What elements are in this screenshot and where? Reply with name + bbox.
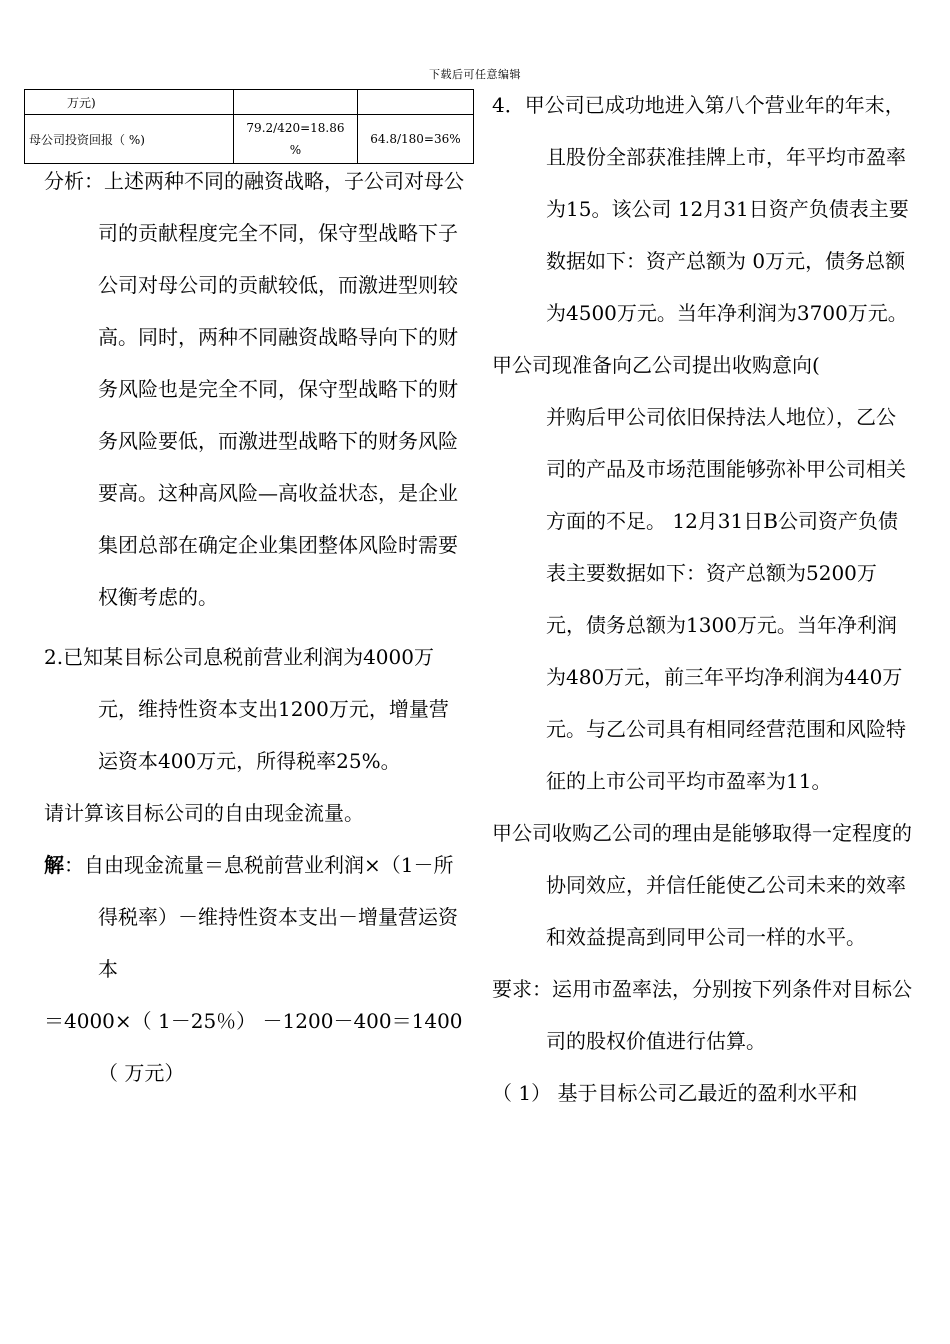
question-2-ask: 请计算该目标公司的自由现金流量。: [44, 801, 364, 825]
solution-calculation: ＝4000×（ 1－25％） －1200－400＝1400（ 万元）: [44, 1009, 463, 1085]
solution-formula: ：自由现金流量＝息税前营业利润×（1－所得税率）－维持性资本支出－增量营运资本: [64, 853, 458, 981]
table-cell-label: 万元): [25, 90, 234, 115]
question-2: 2.已知某目标公司息税前营业利润为4000万元，维持性资本支出1200万元，增量营运资本400万元，所得税率25%。: [44, 645, 449, 773]
investment-return-table: [24, 89, 474, 164]
table-cell: 64.8/180=36%: [357, 115, 473, 164]
requirement-paragraph: 要求：运用市盈率法，分别按下列条件对目标公司的股权价值进行估算。: [492, 977, 912, 1053]
page-header-note: 下载后可任意编辑: [429, 68, 521, 81]
table-row: [25, 90, 474, 115]
table-cell-label: 母公司投资回报（ %): [25, 115, 234, 164]
right-column: [492, 79, 912, 1119]
acquisition-reason-paragraph: 甲公司收购乙公司的理由是能够取得一定程度的协同效应，并信任能使乙公司未来的效率和效益提高到同甲公司一样的水平。: [492, 821, 912, 949]
solution-label: 解: [44, 853, 64, 877]
question-4: 4．甲公司已成功地进入第八个营业年的年末，且股份全部获准挂牌上市，年平均市盈率为15。该公司 12月31日资产负债表主要数据如下：资产总额为 0万元，债务总额为4500万元。当年净利润为3700万元。: [492, 93, 909, 325]
solution-paragraph: [44, 839, 464, 995]
acquisition-intent-paragraph: 并购后甲公司依旧保持法人地位），乙公司的产品及市场范围能够弥补甲公司相关方面的不足。 12月31日B公司资产负债表主要数据如下：资产总额为5200万元，债务总额为1300万元。当年净利润为480万元，前三年平均净利润为440万元。与乙公司具有相同经营范围和风险特征的上市公司平均市盈率为11。: [546, 405, 906, 793]
left-column: [44, 155, 464, 1099]
acquisition-intent-first-line: 甲公司现准备向乙公司提出收购意向(: [492, 353, 820, 377]
table-cell: [233, 90, 357, 115]
condition-1-paragraph: （ 1） 基于目标公司乙最近的盈利水平和: [492, 1081, 858, 1105]
table-cell-line: 79.2/420=18.86: [246, 121, 345, 135]
table-cell: [357, 90, 473, 115]
table-cell-line: %: [289, 143, 302, 157]
analysis-paragraph: 分析：上述两种不同的融资战略，子公司对母公司的贡献程度完全不同，保守型战略下子公司对母公司的贡献较低，而激进型则较高。同时，两种不同融资战略导向下的财务风险也是完全不同，保守型战略下的财务风险要低，而激进型战略下的财务风险要高。这种高风险—高收益状态，是企业集团总部在确定企业集团整体风险时需要权衡考虑的。: [44, 169, 464, 609]
